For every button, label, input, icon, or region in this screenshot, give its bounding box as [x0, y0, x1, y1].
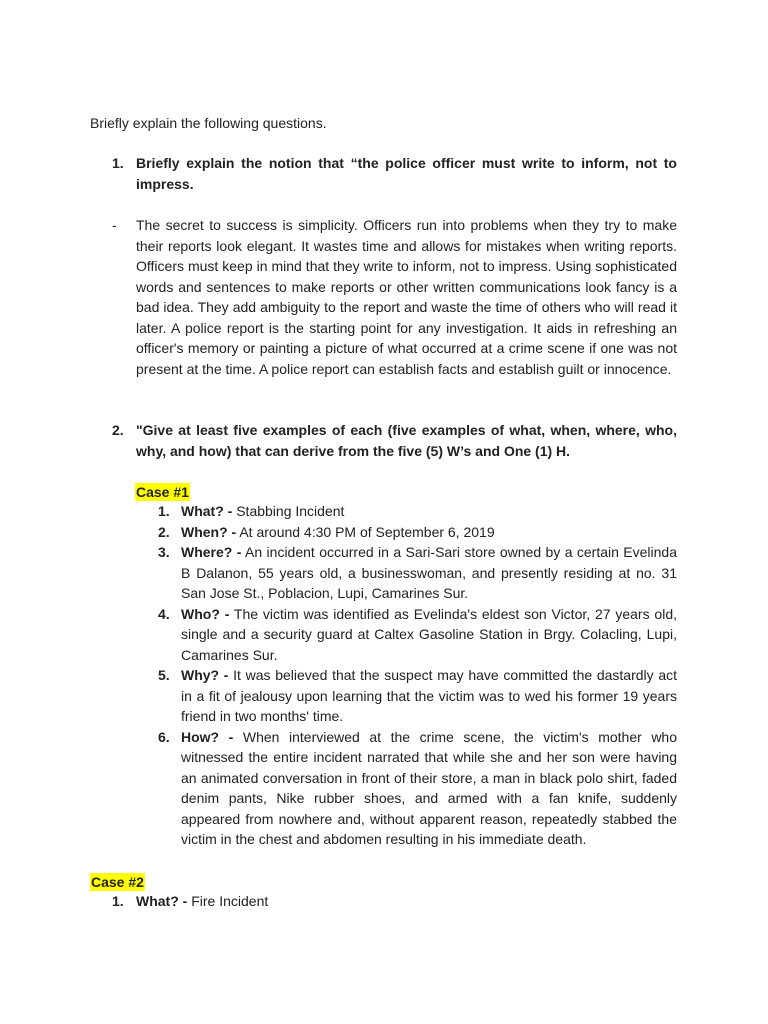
- case-2-list: [112, 891, 677, 912]
- item-number: 2.: [158, 523, 170, 540]
- list-item: [158, 727, 677, 850]
- item-label: When? -: [181, 523, 237, 540]
- list-item: [158, 522, 677, 543]
- item-number: 6.: [158, 728, 170, 745]
- answer-1-bullet: -: [112, 217, 117, 233]
- item-text: The victim was identified as Evelinda's eldest son Victor, 27 years old, single and a security guard at Caltex Gasoline Station in Brgy. Colacling, Lupi, Camarines Sur.: [181, 605, 677, 663]
- item-number: 3.: [158, 544, 170, 560]
- question-2-text: "Give at least five examples of each (five examples of what, when, where, who, why, and how) that can derive from the five (5) W’s and One (1) H.: [136, 422, 677, 459]
- item-number: 4.: [158, 605, 170, 622]
- item-text: Fire Incident: [187, 893, 269, 909]
- item-label: How? -: [181, 728, 234, 745]
- item-label: Who? -: [181, 605, 230, 622]
- list-item: [158, 542, 677, 604]
- item-text: Stabbing Incident: [232, 503, 345, 519]
- list-item: [158, 665, 677, 727]
- item-text: An incident occurred in a Sari-Sari store owned by a certain Evelinda B Dalanon, 55 years old, a businesswoman, and presently residing at no. 31 San Jose St., Poblacion, Lupi, Camarines Sur.: [181, 544, 677, 601]
- item-label: Why? -: [181, 667, 229, 683]
- case-2-label: Case #2: [91, 874, 144, 890]
- answer-1: [112, 215, 677, 379]
- item-text: At around 4:30 PM of September 6, 2019: [236, 523, 495, 540]
- item-label: What? -: [181, 503, 233, 519]
- list-item: [158, 604, 677, 666]
- question-1: [112, 153, 677, 195]
- answer-1-text: The secret to success is simplicity. Officers run into problems when they try to make their reports look elegant. It wastes time and allows for mistakes when writing reports. Officers must keep in mind that they write to inform, not to impress. Using sophisticated words and sentences to make reports or other written communications look fancy is a bad idea. They add ambiguity to the report and waste the time of others who will read it later. A police report is the starting point for any investigation. It aids in refreshing an officer's memory or painting a picture of what occurred at a crime scene if one was not present at the time. A police report can establish facts and establish guilt or innocence.: [136, 217, 677, 377]
- item-number: 1.: [158, 503, 170, 519]
- item-label: What? -: [136, 893, 188, 909]
- list-item: [112, 891, 677, 912]
- item-text: When interviewed at the crime scene, the victim's mother who witnessed the entire incident narrated that while she and her son were having an animated conversation in front of their store, a man in black polo shirt, faded denim pants, Nike rubber shoes, and armed with a fan knife, suddenly appeared from nowhere and, without apparent reason, repeatedly stabbed the victim in the chest and abdomen resulting in his immediate death.: [181, 728, 677, 847]
- list-item: [158, 501, 677, 522]
- item-label: Where? -: [181, 544, 242, 560]
- question-1-number: 1.: [112, 155, 124, 171]
- question-2-number: 2.: [112, 422, 124, 438]
- case-1-label: Case #1: [136, 484, 189, 500]
- question-1-text: Briefly explain the notion that “the police officer must write to inform, not to impress.: [136, 155, 677, 192]
- intro-text: Briefly explain the following questions.: [90, 115, 327, 131]
- question-2: [112, 420, 677, 462]
- item-text: It was believed that the suspect may have committed the dastardly act in a fit of jealousy upon learning that the victim was to wed his former 19 years friend in two months' time.: [181, 667, 678, 724]
- item-number: 1.: [112, 893, 124, 909]
- case-1-list: [158, 501, 677, 850]
- item-number: 5.: [158, 667, 170, 683]
